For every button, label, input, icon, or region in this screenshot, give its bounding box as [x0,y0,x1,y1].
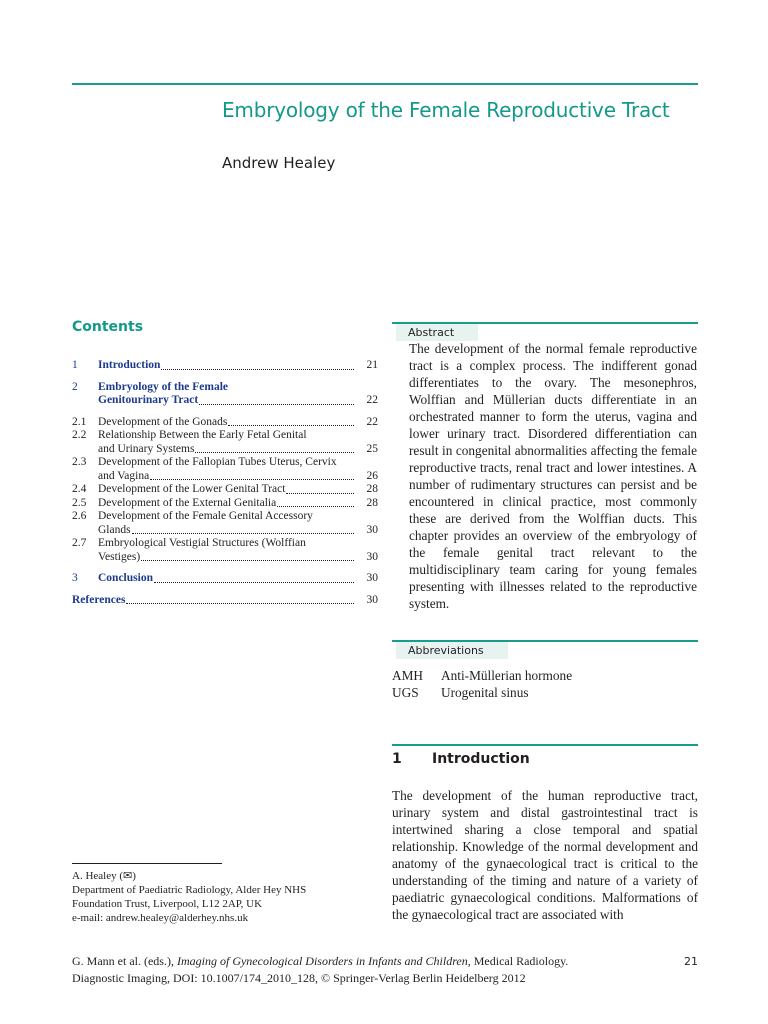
citation-series: , Medical Radiology. [467,954,569,968]
toc-page-number: 26 [366,469,378,482]
toc-title[interactable]: and Urinary Systems [98,442,195,455]
page-footer [72,953,698,987]
citation-line-1 [72,953,698,970]
toc-number: 1 [72,359,78,371]
toc-title[interactable]: Glands [98,523,131,536]
toc-entry[interactable] [72,359,378,373]
toc-number: 2.4 [72,483,87,495]
toc-title[interactable]: Embryological Vestigial Structures (Wolffian [98,537,306,549]
citation-editors: G. Mann et al. (eds.), [72,954,177,968]
toc-entry[interactable] [72,416,378,430]
toc-title[interactable]: Development of the Lower Genital Tract [98,483,286,495]
footnote-address-line: Foundation Trust, Liverpool, L12 2AP, UK [72,898,263,910]
toc-page-number: 30 [366,572,378,584]
toc-leader-dots [161,369,354,370]
toc-leader-dots [195,452,354,453]
toc-leader-dots [228,425,354,426]
toc-page-number: 28 [366,483,378,495]
author-footnote [72,869,372,925]
toc-title[interactable]: Development of the Female Genital Accessory [98,510,313,522]
toc-title[interactable]: Embryology of the Female [98,380,228,393]
toc-number: 2 [72,380,78,393]
citation-line-2: Diagnostic Imaging, DOI: 10.1007/174_2010_128, © Springer-Verlag Berlin Heidelberg 2012 [72,971,526,985]
table-of-contents [72,359,378,607]
abstract-label: Abstract [396,324,478,341]
article-title: Embryology of the Female Reproductive Tract [222,98,670,122]
toc-number: 2.3 [72,456,87,468]
abbreviation-term: UGS [392,685,419,700]
toc-page-number: 21 [366,359,378,371]
toc-title[interactable]: Relationship Between the Early Fetal Genital [98,429,307,441]
toc-title[interactable]: Development of the Gonads [98,415,228,428]
abbreviation-row [392,668,572,684]
toc-leader-dots [132,533,354,534]
toc-entry[interactable] [72,456,378,483]
toc-page-number: 30 [366,550,378,563]
toc-page-number: 30 [366,523,378,536]
toc-leader-dots [199,404,354,405]
toc-leader-dots [154,582,354,583]
introduction-heading [392,751,530,767]
abstract-text: The development of the normal female reproductive tract is a complex process. The indifferent gonad differentiates to the ovary. The mesonephros, Wolffian and Müllerian ducts differentiate in an orchestrated manner to form the uterus, vagina and lower urinary tract. Disordered differentiation can result in congenital abnormalities affecting the female reproductive tracts, renal tract and lower intestines. A number of rudimentary structures can persist and be encountered in clinical practice, most commonly these are derived from the Wolffian ducts. This chapter provides an overview of the embryology of the female genital tract relevant to the multidisciplinary team caring for young females presenting with illnesses related to the reproductive system. [409,341,697,611]
toc-title[interactable]: Development of the External Genitalia [98,496,277,509]
introduction-number: 1 [392,751,402,767]
abbreviation-row [392,685,529,701]
toc-title[interactable]: Vestiges) [98,550,141,563]
toc-title[interactable]: Introduction [98,359,161,371]
article-author: Andrew Healey [222,154,336,172]
introduction-text: The development of the human reproductive tract, urinary system and distal gastrointestinal tract is intertwined sharing a close temporal and spatial relationship. Knowledge of the normal development and anatomy of the gynaecological tract is critical to the understanding of the timing and nature of a variety of paediatric gynaecological conditions. Malformations of the gynaecological tract are associated with [392,788,698,922]
abbreviation-term: AMH [392,668,424,683]
toc-title[interactable]: Conclusion [98,572,153,584]
footnote-email: e-mail: andrew.healey@alderhey.nhs.uk [72,912,249,924]
toc-entry[interactable] [72,572,378,586]
toc-leader-dots [150,479,354,480]
toc-entry[interactable] [72,497,378,511]
toc-title[interactable]: and Vagina [98,469,150,482]
toc-number: 2.1 [72,415,87,428]
header-rule [72,83,698,85]
toc-entry[interactable] [72,510,378,537]
footnote-author: A. Healey (✉) [72,870,136,882]
introduction-rule [392,744,698,746]
toc-page-number: 30 [366,593,378,606]
abbreviation-definition: Urogenital sinus [441,685,529,700]
toc-number: 2.6 [72,510,87,522]
toc-page-number: 28 [366,496,378,509]
citation-book-title: Imaging of Gynecological Disorders in Infants and Children [176,954,468,968]
footnote-rule [72,863,222,864]
toc-leader-dots [141,560,354,561]
toc-entry[interactable] [72,429,378,456]
abbreviations-label: Abbreviations [396,642,508,659]
toc-title[interactable]: Genitourinary Tract [98,394,199,406]
toc-page-number: 25 [366,442,378,455]
toc-leader-dots [286,493,354,494]
footnote-address-line: Department of Paediatric Radiology, Alder Hey NHS [72,884,307,896]
toc-entry[interactable] [72,483,378,497]
toc-page-number: 22 [366,415,378,428]
toc-leader-dots [126,603,354,604]
page-number: 21 [684,955,698,968]
toc-title[interactable]: References [72,593,126,606]
abbreviation-definition: Anti-Müllerian hormone [441,668,573,683]
toc-title[interactable]: Development of the Fallopian Tubes Uterus, Cervix [98,456,337,468]
contents-heading: Contents [72,319,144,335]
toc-entry[interactable] [72,381,378,408]
toc-leader-dots [277,506,354,507]
toc-number: 3 [72,572,78,584]
toc-number: 2.7 [72,537,87,549]
toc-page-number: 22 [366,394,378,406]
toc-entry[interactable] [72,594,378,608]
introduction-title: Introduction [432,751,530,767]
toc-entry[interactable] [72,537,378,564]
toc-number: 2.2 [72,429,87,441]
toc-number: 2.5 [72,496,87,509]
